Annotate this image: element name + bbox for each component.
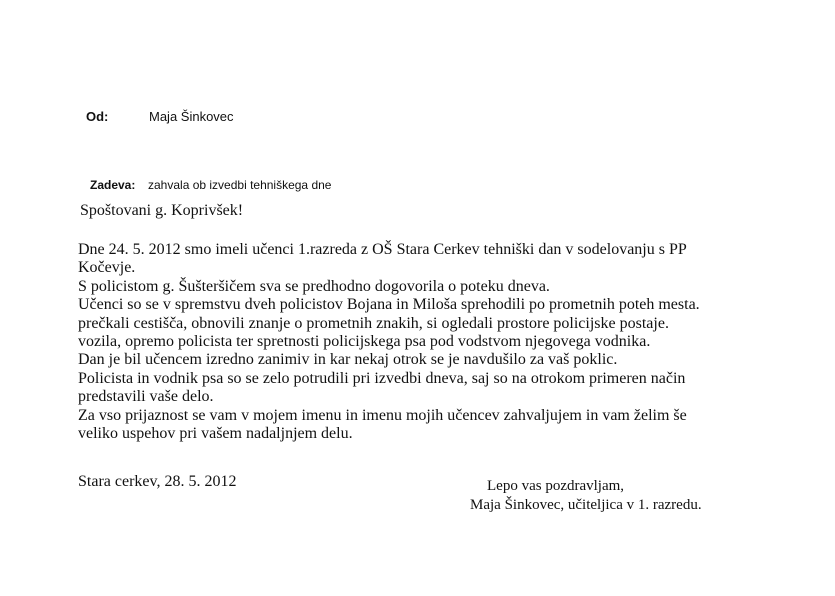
body-line: Kočevje. (78, 259, 136, 277)
body-line: Učenci so se v spremstvu dveh policistov Bojana in Miloša sprehodili po prometnih poteh mesta. (78, 296, 700, 314)
body-line: Policista in vodnik psa so se zelo potrudili pri izvedbi dneva, saj so na otrokom primeren način (78, 369, 686, 387)
subject-label: Zadeva: (90, 178, 136, 192)
body-line: S policistom g. Šušteršičem sva se predhodno dogovorila o poteku dneva. (78, 277, 550, 295)
body-line: prečkali cestišča, obnovili znanje o prometnih znakih, si ogledali prostore policijske postaje. (78, 314, 669, 332)
subject-value: zahvala ob izvedbi tehniškega dne (148, 178, 332, 192)
letter-body (78, 241, 778, 443)
body-line: vozila, opremo policista ter spretnosti policijskega psa pod vodstvom njegovega vodnika. (78, 333, 651, 351)
place-date: Stara cerkev, 28. 5. 2012 (78, 473, 237, 490)
body-line: Dne 24. 5. 2012 smo imeli učenci 1.razreda z OŠ Stara Cerkev tehniški dan v sodelovanju s PP (78, 241, 687, 258)
body-line: predstavili vaše delo. (78, 388, 214, 406)
closing-block (470, 477, 702, 515)
closing-line: Lepo vas pozdravljam, (487, 478, 625, 494)
body-line: Za vso prijaznost se vam v mojem imenu in imenu mojih učencev zahvaljujem in vam želim še (78, 406, 687, 424)
from-value: Maja Šinkovec (149, 109, 234, 124)
greeting: Spoštovani g. Koprivšek! (80, 202, 244, 219)
from-label: Od: (86, 109, 109, 124)
body-line: veliko uspehov pri vašem nadaljnjem delu. (78, 425, 353, 443)
signature-line: Maja Šinkovec, učiteljica v 1. razredu. (470, 497, 702, 513)
body-line: Dan je bil učencem izredno zanimiv in kar nekaj otrok se je navdušilo za vaš poklic. (78, 351, 618, 369)
